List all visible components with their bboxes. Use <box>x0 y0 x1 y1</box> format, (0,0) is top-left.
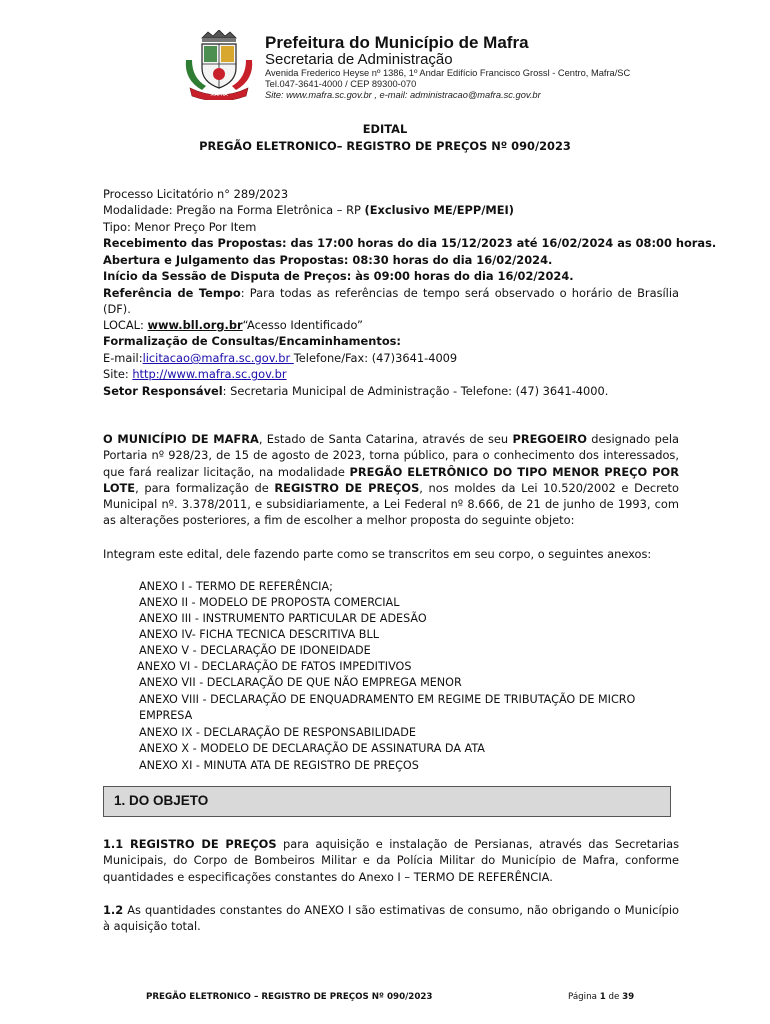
integram: Integram este edital, dele fazendo parte como se transcritos em seu corpo, o seguintes anexos: <box>103 547 652 561</box>
footer-page-number <box>568 992 634 1002</box>
site-label: Site: <box>103 367 133 381</box>
municipal-crest-logo <box>182 30 256 100</box>
setor-text: : Secretaria Municipal de Administração - Telefone: (47) 3641-4000. <box>222 384 609 398</box>
clause-1-2-label: 1.2 <box>103 903 124 917</box>
clause-1-2 <box>103 902 679 935</box>
p1-registro: REGISTRO DE PREÇOS <box>274 480 420 495</box>
annex-item: ANEXO IX - DECLARAÇÃO DE RESPONSABILIDADE <box>139 726 416 739</box>
annex-item: ANEXO II - MODELO DE PROPOSTA COMERCIAL <box>139 596 400 609</box>
annex-item: ANEXO I - TERMO DE REFERÊNCIA; <box>139 580 333 593</box>
telefone-fax: Telefone/Fax: (47)3641-4009 <box>293 351 458 365</box>
p1-text-f: , para formalização de <box>135 480 275 495</box>
inicio-sessao: Início da Sessão de Disputa de Preços: às 09:00 horas do dia 16/02/2024. <box>103 269 574 283</box>
abertura: Abertura e Julgamento das Propostas: 08:30 horas do dia 16/02/2024. <box>103 253 553 267</box>
doc-subtitle: PREGÃO ELETRONICO– REGISTRO DE PREÇOS Nº 090/2023 <box>199 139 571 153</box>
site-link[interactable]: http://www.mafra.sc.gov.br <box>132 367 287 381</box>
annex-item: ANEXO VI - DECLARAÇÃO DE FATOS IMPEDITIVOS <box>137 660 412 673</box>
org-address: Avenida Frederico Heyse nº 1386, 1º Andar Edifício Francisco Grossl - Centro, Mafra/SC <box>265 68 631 78</box>
local <box>103 317 363 333</box>
doc-title: EDITAL <box>362 122 408 136</box>
referencia-tempo <box>103 285 679 318</box>
tipo: Tipo: Menor Preço Por Item <box>103 220 257 234</box>
page-of: de <box>605 992 623 1002</box>
p1-text-b: , Estado de Santa Catarina, através de seu <box>258 432 513 446</box>
annex-item: ANEXO III - INSTRUMENTO PARTICULAR DE ADESÃO <box>139 612 427 625</box>
local-acesso: “Acesso Identificado” <box>242 318 363 332</box>
annex-item: ANEXO X - MODELO DE DECLARAÇÃO DE ASSINATURA DA ATA <box>139 742 485 755</box>
ref-label: Referência de Tempo <box>103 286 241 300</box>
email-label: E-mail: <box>103 351 143 365</box>
annex-item: ANEXO VII - DECLARAÇÃO DE QUE NÃO EMPREGA MENOR <box>139 676 462 689</box>
recebimento: Recebimento das Propostas: das 17:00 horas do dia 15/12/2023 até 16/02/2024 as 08:00 horas. <box>103 236 717 250</box>
page-current: 1 <box>599 992 606 1002</box>
setor-label: Setor Responsável <box>103 384 223 398</box>
p1-municipio: O MUNICÍPIO DE MAFRA <box>103 432 259 446</box>
modalidade-text: Modalidade: Pregão na Forma Eletrônica – RP <box>103 203 365 217</box>
org-phone: Tel.047-3641-4000 / CEP 89300-070 <box>265 79 417 89</box>
email-line <box>103 350 457 366</box>
clause-1-1-text: para aquisição e instalação de Persianas, através das Secretarias Municipais, do Corpo de Bombeiros Militar e da Polícia Militar do Município de Mafra, conforme quantidades e especificações constantes do Anexo I – TERMO DE REFERÊNCIA. <box>103 837 680 884</box>
modalidade-exclusivo: (Exclusivo ME/EPP/MEI) <box>364 203 514 217</box>
p1-text-h: , nos moldes da Lei 10.520/2002 e Decreto Municipal nº. 3.378/2011, e subsidiariamente, a Lei Federal nº 8.666, de 21 de junho de 1993, com as alterações posteriores, a fim de escolher a melhor proposta do seguinte objeto: <box>103 480 679 528</box>
p1-modalidade: PREGÃO ELETRÔNICO DO TIPO MENOR PREÇO POR LOTE <box>103 464 679 495</box>
letterhead <box>265 33 675 101</box>
p1-text-d: designado pela Portaria nº 928/23, de 15 de agosto de 2023, torna público, para o conhecimento dos interessados, que fará realizar licitação, na modalidade <box>103 432 680 479</box>
clause-1-1 <box>103 836 679 885</box>
clause-1-1-label: 1.1 REGISTRO DE PREÇOS <box>103 837 277 851</box>
bll-link[interactable]: www.bll.org.br <box>147 318 243 332</box>
annex-item: ANEXO VIII - DECLARAÇÃO DE ENQUADRAMENTO EM REGIME DE TRIBUTAÇÃO DE MICRO EMPRESA <box>139 693 636 722</box>
annex-item: ANEXO XI - MINUTA ATA DE REGISTRO DE PREÇOS <box>139 759 419 772</box>
annex-item: ANEXO V - DECLARAÇÃO DE IDONEIDADE <box>139 644 371 657</box>
formalizacao: Formalização de Consultas/Encaminhamentos: <box>103 334 401 348</box>
processo: Processo Licitatório n° 289/2023 <box>103 187 289 201</box>
page-total: 39 <box>622 992 635 1002</box>
p1-pregoeiro: PREGOEIRO <box>512 432 587 446</box>
setor <box>103 383 608 399</box>
email-link[interactable]: licitacao@mafra.sc.gov.br <box>142 351 294 365</box>
clause-1-2-text: As quantidades constantes do ANEXO I são estimativas de consumo, não obrigando o Município à aquisição total. <box>103 903 679 934</box>
ref-text: : Para todas as referências de tempo será observado o horário de Brasília (DF). <box>103 286 679 317</box>
annex-item: ANEXO IV- FICHA TECNICA DESCRITIVA BLL <box>139 628 379 641</box>
footer-doc-title: PREGÃO ELETRONICO – REGISTRO DE PREÇOS Nº 090/2023 <box>146 992 433 1002</box>
section-heading-text: 1. DO OBJETO <box>114 793 209 808</box>
svg-text:MAFRA: MAFRA <box>210 92 228 98</box>
org-site-email: Site: www.mafra.sc.gov.br , e-mail: administracao@mafra.sc.gov.br <box>265 90 541 100</box>
page-label: Página <box>568 992 600 1002</box>
intro-paragraph <box>103 431 679 529</box>
org-name: Prefeitura do Município de Mafra <box>265 33 529 52</box>
modalidade <box>103 202 514 218</box>
dept-name: Secretaria de Administração <box>265 51 453 68</box>
local-label: LOCAL: <box>103 318 148 332</box>
section-heading-objeto <box>103 786 671 817</box>
site-line <box>103 366 287 382</box>
